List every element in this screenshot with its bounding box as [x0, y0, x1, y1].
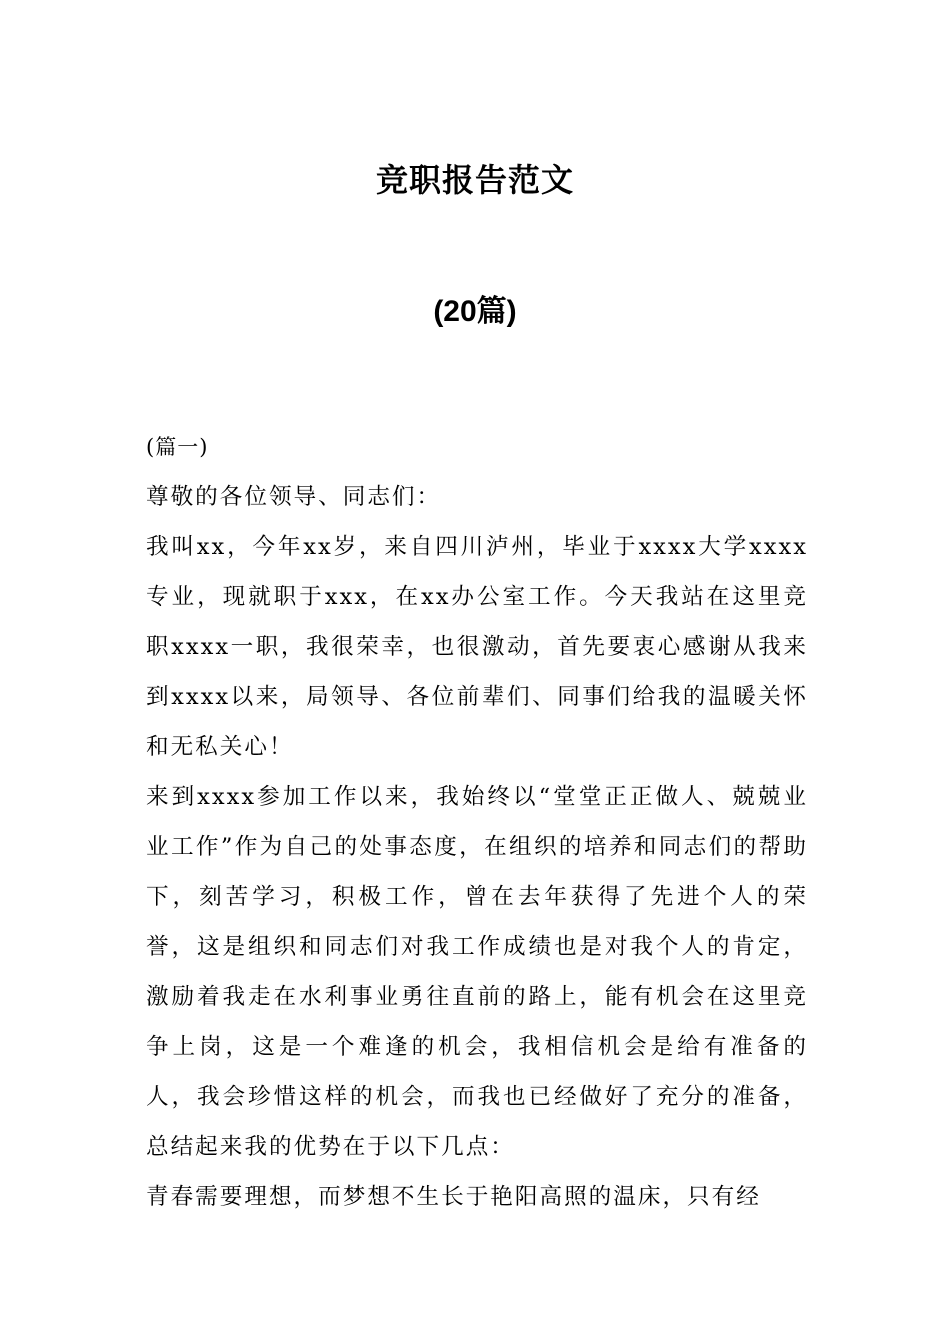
- document-subtitle: (20篇): [433, 295, 517, 328]
- paragraph-3: 青春需要理想，而梦想不生长于艳阳高照的温床，只有经: [146, 1184, 761, 1210]
- paragraph-2: 来到xxxx参加工作以来，我始终以“堂堂正正做人、兢兢业业工作”作为自己的处事态度，在组织的培养和同志们的帮助下，刻苦学习，积极工作，曾在去年获得了先进个人的荣誉，这是组织和同志们对我工作成绩也是对我个人的肯定，激励着我走在水利事业勇往直前的路上，能有机会在这里竞争上岗，这是一个难逢的机会，我相信机会是给有准备的人，我会珍惜这样的机会，而我也已经做好了充分的准备，总结起来我的优势在于以下几点：: [146, 784, 808, 1160]
- salutation: 尊敬的各位领导、同志们：: [146, 484, 442, 510]
- section-label: (篇一): [146, 435, 209, 459]
- paragraph-1: 我叫xx，今年xx岁，来自四川泸州，毕业于xxxx大学xxxx专业，现就职于xxx，在xx办公室工作。今天我站在这里竞职xxxx一职，我很荣幸，也很激动，首先要衷心感谢从我来到xxxx以来，局领导、各位前辈们、同事们给我的温暖关怀和无私关心！: [146, 534, 808, 760]
- document-body: [146, 422, 808, 1222]
- document-title: 竞职报告范文: [375, 161, 574, 199]
